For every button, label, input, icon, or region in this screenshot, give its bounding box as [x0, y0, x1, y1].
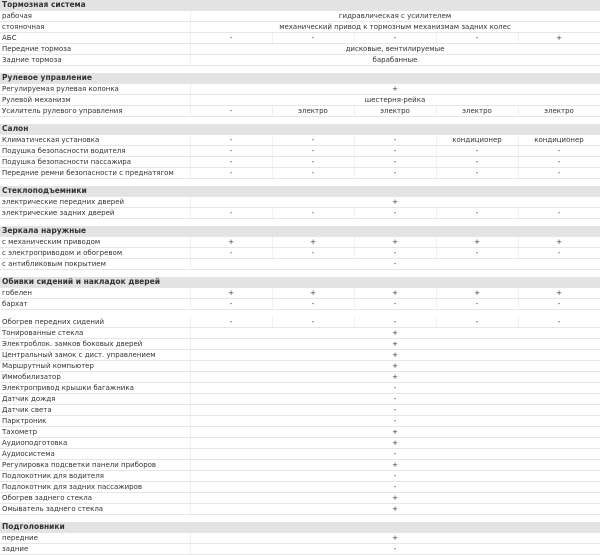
trim-value-cell: + — [436, 288, 518, 299]
spacer-cell — [0, 270, 600, 278]
table-row — [0, 449, 600, 460]
feature-label: Подушка безопасности водителя — [0, 146, 190, 157]
table-row — [0, 84, 600, 95]
table-row — [0, 135, 600, 146]
feature-value: барабанные — [190, 55, 600, 66]
spacer-cell — [0, 117, 600, 125]
trim-value-cell: - — [190, 135, 272, 146]
trim-value-cell: - — [354, 146, 436, 157]
trim-value-cell: + — [518, 33, 600, 44]
trim-value-cell: - — [272, 248, 354, 259]
feature-label: Задние тормоза — [0, 55, 190, 66]
section-title: Рулевое управление — [0, 73, 600, 84]
table-row — [0, 482, 600, 493]
section-title: Тормозная система — [0, 0, 600, 11]
trim-value-cell: + — [436, 237, 518, 248]
table-row — [0, 168, 600, 179]
feature-label: Датчик дождя — [0, 394, 190, 405]
feature-value: дисковые, вентилируемые — [190, 44, 600, 55]
table-row — [0, 44, 600, 55]
feature-value: + — [190, 197, 600, 208]
feature-label: Электроблок. замков боковых дверей — [0, 339, 190, 350]
trim-value-cell: - — [436, 168, 518, 179]
trim-value-cell: - — [518, 157, 600, 168]
trim-value-cell: + — [272, 288, 354, 299]
feature-label: Аудиоподготовка — [0, 438, 190, 449]
table-row — [0, 416, 600, 427]
feature-label: Усилитель рулевого управления — [0, 106, 190, 117]
table-row — [0, 22, 600, 33]
feature-value: механический привод к тормозным механизмам задних колес — [190, 22, 600, 33]
feature-label: Датчик света — [0, 405, 190, 416]
table-row — [0, 11, 600, 22]
section-title: Зеркала наружные — [0, 226, 600, 237]
table-row — [0, 288, 600, 299]
table-row — [0, 248, 600, 259]
section-header-row — [0, 522, 600, 533]
table-row — [0, 438, 600, 449]
table-row — [0, 493, 600, 504]
feature-label: Обогрев заднего стекла — [0, 493, 190, 504]
feature-label: Передние ремни безопасности с преднатягом — [0, 168, 190, 179]
table-row — [0, 197, 600, 208]
trim-value-cell: электро — [518, 106, 600, 117]
spacer-cell — [0, 66, 600, 74]
trim-value-cell: - — [354, 248, 436, 259]
feature-value: + — [190, 328, 600, 339]
feature-value: - — [190, 416, 600, 427]
section-header-row — [0, 0, 600, 11]
table-row — [0, 106, 600, 117]
table-row — [0, 317, 600, 328]
trim-value-cell: - — [354, 135, 436, 146]
trim-value-cell: - — [190, 106, 272, 117]
table-row — [0, 361, 600, 372]
trim-value-cell: - — [354, 157, 436, 168]
feature-value: - — [190, 482, 600, 493]
feature-label: Обогрев передних сидений — [0, 317, 190, 328]
trim-value-cell: - — [436, 157, 518, 168]
feature-value: + — [190, 84, 600, 95]
table-row — [0, 299, 600, 310]
feature-value: - — [190, 544, 600, 555]
trim-value-cell: - — [436, 248, 518, 259]
section-title: Салон — [0, 124, 600, 135]
trim-value-cell: - — [436, 208, 518, 219]
trim-value-cell: - — [190, 317, 272, 328]
table-row — [0, 350, 600, 361]
table-row — [0, 544, 600, 555]
table-row — [0, 55, 600, 66]
table-row — [0, 146, 600, 157]
spacer-row — [0, 270, 600, 278]
feature-label: бархат — [0, 299, 190, 310]
table-row — [0, 372, 600, 383]
feature-value: - — [190, 259, 600, 270]
table-row — [0, 427, 600, 438]
table-row — [0, 471, 600, 482]
feature-label: Тахометр — [0, 427, 190, 438]
feature-label: электрические передних дверей — [0, 197, 190, 208]
trim-value-cell: - — [518, 299, 600, 310]
spacer-cell — [0, 219, 600, 227]
table-row — [0, 383, 600, 394]
trim-value-cell: - — [190, 299, 272, 310]
spacer-cell — [0, 179, 600, 187]
feature-value: + — [190, 504, 600, 515]
trim-value-cell: - — [436, 146, 518, 157]
trim-value-cell: - — [190, 248, 272, 259]
trim-value-cell: - — [436, 317, 518, 328]
feature-label: Рулевой механизм — [0, 95, 190, 106]
trim-value-cell: - — [354, 168, 436, 179]
feature-label: Электропривод крышки багажника — [0, 383, 190, 394]
trim-value-cell: - — [436, 33, 518, 44]
table-row — [0, 208, 600, 219]
table-row — [0, 405, 600, 416]
trim-value-cell: кондиционер — [518, 135, 600, 146]
spacer-cell — [0, 310, 600, 318]
trim-value-cell: - — [272, 157, 354, 168]
trim-value-cell: - — [272, 317, 354, 328]
spacer-row — [0, 117, 600, 125]
trim-value-cell: - — [518, 208, 600, 219]
section-header-row — [0, 277, 600, 288]
spacer-row — [0, 515, 600, 523]
trim-value-cell: - — [518, 168, 600, 179]
feature-label: Тонированные стекла — [0, 328, 190, 339]
spacer-cell — [0, 515, 600, 523]
trim-value-cell: - — [354, 299, 436, 310]
trim-value-cell: - — [272, 135, 354, 146]
trim-value-cell: - — [272, 168, 354, 179]
section-title: Обивки сидений и накладок дверей — [0, 277, 600, 288]
table-row — [0, 259, 600, 270]
feature-label: рабочая — [0, 11, 190, 22]
spacer-row — [0, 219, 600, 227]
feature-value: шестерня-рейка — [190, 95, 600, 106]
feature-value: + — [190, 361, 600, 372]
trim-value-cell: - — [436, 299, 518, 310]
trim-value-cell: - — [354, 208, 436, 219]
table-row — [0, 504, 600, 515]
trim-value-cell: - — [354, 33, 436, 44]
trim-value-cell: + — [518, 237, 600, 248]
feature-value: + — [190, 339, 600, 350]
feature-value: - — [190, 471, 600, 482]
spacer-row — [0, 66, 600, 74]
table-row — [0, 33, 600, 44]
feature-label: стояночная — [0, 22, 190, 33]
feature-label: Маршрутный компьютер — [0, 361, 190, 372]
spacer-row — [0, 310, 600, 318]
feature-label: задние — [0, 544, 190, 555]
feature-label: электрические задних дверей — [0, 208, 190, 219]
trim-value-cell: + — [190, 288, 272, 299]
trim-value-cell: кондиционер — [436, 135, 518, 146]
feature-label: Омыватель заднего стекла — [0, 504, 190, 515]
feature-label: Подушка безопасности пассажира — [0, 157, 190, 168]
section-title: Стеклоподъемники — [0, 186, 600, 197]
feature-label: Регулировка подсветки панели приборов — [0, 460, 190, 471]
section-header-row — [0, 124, 600, 135]
trim-value-cell: - — [190, 157, 272, 168]
feature-label: с электроприводом и обогревом — [0, 248, 190, 259]
table-row — [0, 460, 600, 471]
trim-value-cell: - — [518, 317, 600, 328]
feature-value: гидравлическая с усилителем — [190, 11, 600, 22]
feature-label: Центральный замок с дист. управлением — [0, 350, 190, 361]
feature-value: + — [190, 372, 600, 383]
trim-value-cell: + — [190, 237, 272, 248]
trim-value-cell: электро — [272, 106, 354, 117]
feature-label: Иммобилизатор — [0, 372, 190, 383]
trim-value-cell: - — [272, 33, 354, 44]
trim-value-cell: - — [272, 299, 354, 310]
trim-value-cell: + — [354, 288, 436, 299]
table-row — [0, 95, 600, 106]
section-title: Подголовники — [0, 522, 600, 533]
feature-label: гобелен — [0, 288, 190, 299]
trim-value-cell: - — [354, 317, 436, 328]
trim-value-cell: - — [190, 146, 272, 157]
feature-label: Аудиосистема — [0, 449, 190, 460]
trim-value-cell: - — [272, 208, 354, 219]
feature-label: Подлокотник для задних пассажиров — [0, 482, 190, 493]
trim-value-cell: - — [272, 146, 354, 157]
trim-value-cell: электро — [354, 106, 436, 117]
trim-value-cell: - — [190, 208, 272, 219]
trim-value-cell: - — [190, 168, 272, 179]
feature-value: - — [190, 449, 600, 460]
table-row — [0, 339, 600, 350]
feature-value: + — [190, 493, 600, 504]
spacer-row — [0, 179, 600, 187]
feature-label: с антибликовым покрытием — [0, 259, 190, 270]
feature-label: передние — [0, 533, 190, 544]
feature-label: Парктроник — [0, 416, 190, 427]
trim-value-cell: + — [354, 237, 436, 248]
feature-value: - — [190, 405, 600, 416]
table-row — [0, 237, 600, 248]
feature-label: Подлокотник для водителя — [0, 471, 190, 482]
feature-value: - — [190, 394, 600, 405]
feature-label: АБС — [0, 33, 190, 44]
trim-value-cell: + — [518, 288, 600, 299]
feature-label: Регулируемая рулевая колонка — [0, 84, 190, 95]
trim-value-cell: - — [518, 248, 600, 259]
section-header-row — [0, 186, 600, 197]
table-row — [0, 394, 600, 405]
feature-label: с механическим приводом — [0, 237, 190, 248]
feature-label: Передние тормоза — [0, 44, 190, 55]
feature-value: + — [190, 533, 600, 544]
section-header-row — [0, 73, 600, 84]
feature-value: + — [190, 460, 600, 471]
feature-value: + — [190, 438, 600, 449]
trim-value-cell: - — [190, 33, 272, 44]
feature-value: + — [190, 427, 600, 438]
table-row — [0, 157, 600, 168]
table-row — [0, 328, 600, 339]
trim-value-cell: + — [272, 237, 354, 248]
trim-value-cell: - — [518, 146, 600, 157]
trim-value-cell: электро — [436, 106, 518, 117]
table-row — [0, 533, 600, 544]
feature-value: - — [190, 383, 600, 394]
feature-value: + — [190, 350, 600, 361]
section-header-row — [0, 226, 600, 237]
feature-label: Климатическая установка — [0, 135, 190, 146]
